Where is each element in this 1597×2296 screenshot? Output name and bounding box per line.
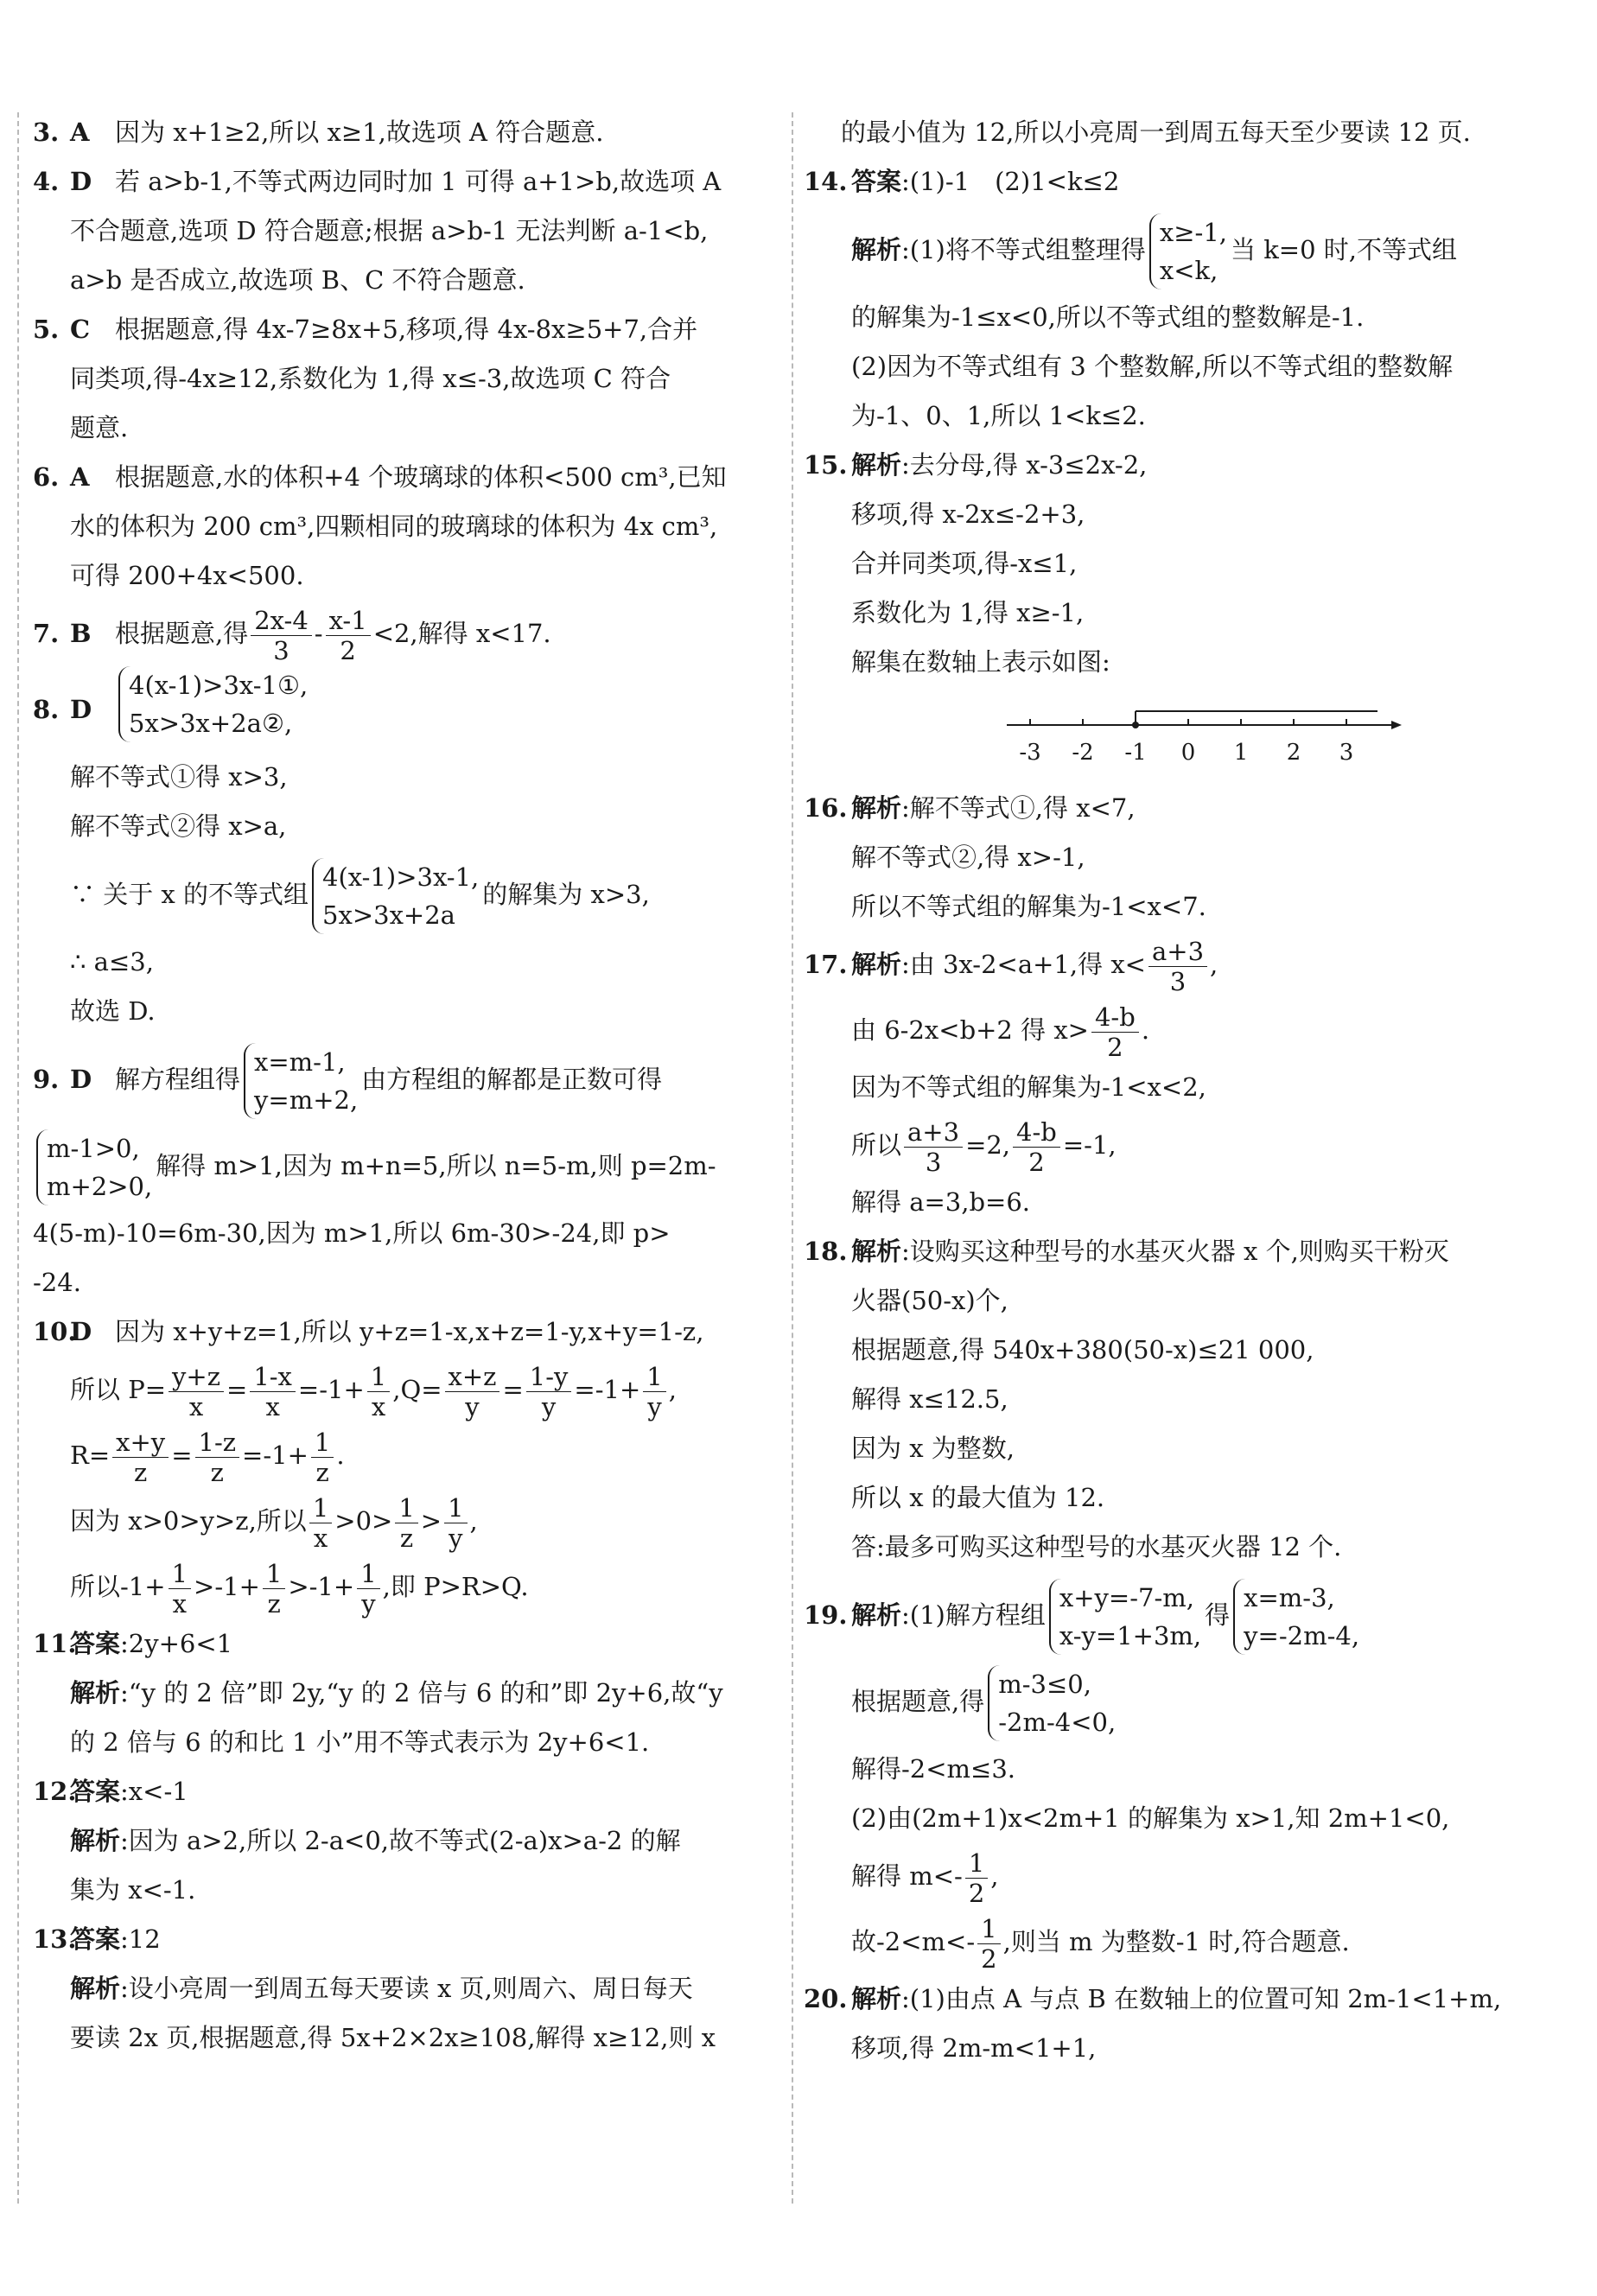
denominator: z — [315, 1457, 329, 1487]
system-line: x+y=-7-m, — [1059, 1583, 1194, 1612]
question-18 — [804, 1227, 1564, 1572]
numerator: a+3 — [904, 1117, 963, 1148]
numerator: 1 — [309, 1493, 332, 1523]
text: , — [668, 1375, 677, 1404]
fraction — [195, 1428, 240, 1487]
equation-system — [1049, 1579, 1201, 1655]
text: 解方程组得 — [115, 1065, 241, 1094]
explanation-line: (2)由(2m+1)x<2m+1 的解集为 x>1,知 2m+1<0, — [851, 1803, 1450, 1833]
explanation-line: 可得 200+4x<500. — [70, 561, 304, 590]
explanation-line: 合并同类项,得-x≤1, — [851, 549, 1078, 578]
analysis-label: 解析 — [851, 1600, 902, 1630]
column-divider — [792, 112, 793, 2204]
question-number: 7. — [33, 619, 60, 648]
question-16 — [804, 784, 1564, 932]
left-margin-rule — [17, 112, 19, 2204]
denominator: y — [361, 1588, 376, 1619]
explanation-line: 系数化为 1,得 x≥-1, — [851, 598, 1085, 627]
explanation-line: 故选 D. — [70, 996, 156, 1026]
tick-label: 0 — [1180, 740, 1196, 766]
numerator: x+y — [112, 1428, 169, 1458]
answer-text: :12 — [120, 1924, 161, 1954]
explanation-line: 火器(50-x)个, — [851, 1286, 1008, 1315]
question-number: 19. — [804, 1600, 848, 1630]
explanation-line: (2)因为不等式组有 3 个整数解,所以不等式组的整数解 — [851, 352, 1454, 381]
numerator: 1 — [357, 1559, 379, 1589]
denominator: z — [210, 1457, 224, 1487]
question-number: 6. — [33, 462, 60, 492]
text: =-1+ — [574, 1375, 641, 1404]
explanation-line: 解不等式②,得 x>-1, — [851, 843, 1085, 872]
text: =-1+ — [297, 1375, 365, 1404]
text: 解得 m<- — [851, 1861, 963, 1891]
text: :由 3x-2<a+1,得 x< — [901, 950, 1146, 979]
question-number: 12. — [33, 1777, 77, 1806]
tick-label: 3 — [1339, 740, 1354, 766]
denominator: y — [647, 1391, 662, 1421]
system-line: x=m-1, — [254, 1047, 346, 1077]
numerator: y+z — [169, 1362, 224, 1392]
inequality-system — [36, 1129, 152, 1205]
question-3 — [33, 108, 774, 157]
answer-choice: C — [70, 315, 91, 344]
system-line: 4(x-1)>3x-1, — [322, 862, 480, 892]
question-19 — [804, 1572, 1564, 1975]
left-column — [33, 108, 774, 2063]
answer-choice: D — [70, 167, 92, 196]
explanation-line: :解不等式①,得 x<7, — [901, 793, 1136, 823]
denominator: z — [267, 1588, 281, 1619]
analysis-label: 解析 — [70, 1826, 121, 1855]
question-13-continued: 的最小值为 12,所以小亮周一到周五每天至少要读 12 页. — [841, 118, 1471, 147]
formula-line — [33, 1357, 774, 1422]
fraction — [977, 1914, 1000, 1974]
explanation-line: 4(5-m)-10=6m-30,因为 m>1,所以 6m-30>-24,即 p> — [33, 1218, 671, 1248]
explanation-line: 解不等式②得 x>a, — [70, 811, 287, 841]
tick-label: 2 — [1286, 740, 1301, 766]
fraction — [169, 1559, 191, 1619]
text: >0> — [334, 1506, 393, 1536]
fraction — [445, 1362, 500, 1421]
explanation-line: -24. — [33, 1268, 81, 1297]
answer-label: 答案 — [70, 1777, 121, 1806]
explanation-line: 移项,得 2m-m<1+1, — [851, 2033, 1097, 2063]
numerator: 1 — [643, 1362, 665, 1392]
question-17 — [804, 932, 1564, 1227]
question-11 — [33, 1619, 774, 1767]
fraction — [309, 1493, 332, 1553]
numerator: 1 — [169, 1559, 191, 1589]
numerator: 1-z — [195, 1428, 240, 1458]
question-number: 18. — [804, 1237, 848, 1266]
system-line: m-1>0, — [47, 1134, 140, 1163]
fraction — [395, 1493, 417, 1553]
explanation-line: :“y 的 2 倍”即 2y,“y 的 2 倍与 6 的和”即 2y+6,故“y — [120, 1678, 723, 1708]
text: 根据题意,得 — [851, 1687, 985, 1716]
question-number: 17. — [804, 950, 848, 979]
denominator: 3 — [273, 635, 289, 665]
tick-label: -2 — [1072, 740, 1094, 766]
question-6 — [33, 453, 774, 601]
numerator: 1 — [444, 1493, 467, 1523]
denominator: 2 — [1107, 1032, 1123, 1062]
denominator: x — [172, 1588, 187, 1619]
fraction — [326, 606, 371, 665]
analysis-label: 解析 — [851, 235, 902, 264]
inequality-system — [1149, 213, 1227, 289]
inequality-system — [312, 858, 479, 934]
explanation-line: 的 2 倍与 6 的和比 1 小”用不等式表示为 2y+6<1. — [70, 1727, 650, 1757]
system-line: 5x>3x+2a — [322, 900, 455, 930]
fraction — [357, 1559, 379, 1619]
explanation-line: 解得-2<m≤3. — [851, 1754, 1016, 1784]
question-number: 5. — [33, 315, 60, 344]
numerator: 1-y — [526, 1362, 572, 1392]
system-line: x-y=1+3m, — [1059, 1621, 1202, 1650]
text: 由 6-2x<b+2 得 x> — [851, 1015, 1089, 1045]
denominator: 3 — [925, 1147, 942, 1177]
right-column — [804, 108, 1564, 2073]
tick-label: -3 — [1019, 740, 1041, 766]
question-number: 20. — [804, 1984, 848, 2013]
system-line: y=m+2, — [254, 1085, 359, 1115]
denominator: z — [399, 1523, 414, 1553]
fraction — [643, 1362, 665, 1421]
system-line: m+2>0, — [47, 1172, 153, 1201]
denominator: 2 — [340, 635, 356, 665]
answer-text: :x<-1 — [120, 1777, 188, 1806]
text: 所以 P= — [70, 1375, 167, 1404]
question-number: 4. — [33, 167, 60, 196]
question-10 — [33, 1307, 774, 1619]
question-number: 11. — [33, 1629, 77, 1658]
explanation-line: a>b 是否成立,故选项 B、C 不符合题意. — [70, 265, 525, 295]
analysis-label: 解析 — [70, 1678, 121, 1708]
tick-label: -1 — [1124, 740, 1147, 766]
formula-line — [33, 1422, 774, 1488]
explanation-line: :设购买这种型号的水基灭火器 x 个,则购买干粉灭 — [901, 1237, 1449, 1266]
explanation-line: 题意. — [70, 413, 129, 442]
question-4 — [33, 157, 774, 305]
answer-choice: A — [70, 462, 90, 492]
denominator: x — [265, 1391, 280, 1421]
explanation-line: 解得 a=3,b=6. — [851, 1187, 1031, 1217]
question-8 — [33, 666, 774, 1036]
text: . — [336, 1441, 345, 1470]
numerator: 4-b — [1091, 1002, 1139, 1033]
denominator: z — [134, 1457, 148, 1487]
explanation-line: :设小亮周一到周五每天要读 x 页,则周六、周日每天 — [120, 1974, 693, 2003]
text: = — [226, 1375, 248, 1404]
answer-choice: D — [70, 1317, 92, 1346]
explanation-line: 同类项,得-4x≥12,系数化为 1,得 x≤-3,故选项 C 符合 — [70, 364, 671, 393]
question-number: 15. — [804, 450, 848, 480]
denominator: y — [449, 1523, 463, 1553]
fraction — [1148, 937, 1207, 996]
text: 所以-1+ — [70, 1572, 166, 1601]
analysis-label: 解析 — [851, 793, 902, 823]
denominator: 2 — [968, 1878, 985, 1908]
question-15 — [804, 441, 1564, 779]
fraction — [1013, 1117, 1060, 1177]
numerator: 1 — [395, 1493, 417, 1523]
explanation-line: 因为 x 为整数, — [851, 1434, 1015, 1463]
text: ,即 P>R>Q. — [382, 1572, 529, 1601]
explanation-line: 因为 x+y+z=1,所以 y+z=1-x,x+z=1-y,x+y=1-z, — [115, 1317, 704, 1346]
question-14 — [804, 157, 1564, 441]
number-line-svg — [804, 692, 1564, 779]
system-line: 5x>3x+2a②, — [129, 709, 293, 738]
analysis-label: 解析 — [851, 1984, 902, 2013]
numerator: x+z — [445, 1362, 500, 1392]
answer-choice: B — [70, 619, 92, 648]
explanation-line: 根据题意,得 540x+380(50-x)≤21 000, — [851, 1335, 1314, 1364]
text: <2,解得 x<17. — [372, 619, 551, 648]
inequality-system — [988, 1665, 1116, 1741]
text: 当 k=0 时,不等式组 — [1231, 235, 1457, 264]
text: , — [990, 1861, 999, 1891]
denominator: 3 — [1169, 966, 1187, 996]
explanation-line: 解不等式①得 x>3, — [70, 762, 288, 792]
formula-line — [33, 1554, 774, 1619]
answer-label: 答案 — [70, 1629, 121, 1658]
number-line — [804, 692, 1564, 779]
numerator: a+3 — [1148, 937, 1207, 967]
numerator: 1 — [367, 1362, 390, 1392]
text: 所以 — [851, 1130, 902, 1160]
analysis-label: 解析 — [851, 1237, 902, 1266]
fraction — [112, 1428, 169, 1487]
text: ,Q= — [392, 1375, 442, 1404]
numerator: 1 — [965, 1848, 988, 1879]
fraction — [526, 1362, 572, 1421]
answer-label: 答案 — [851, 167, 902, 196]
numerator: 4-b — [1013, 1117, 1060, 1148]
explanation-line: 解得 x≤12.5, — [851, 1384, 1008, 1414]
question-number: 10. — [33, 1317, 77, 1346]
text: > — [420, 1506, 442, 1536]
fraction — [251, 606, 312, 665]
explanation-line: 为-1、0、1,所以 1<k≤2. — [851, 401, 1146, 430]
system-line: m-3≤0, — [998, 1670, 1091, 1699]
denominator: y — [541, 1391, 557, 1421]
denominator: x — [188, 1391, 204, 1421]
explanation-line: 所以 x 的最大值为 12. — [851, 1483, 1105, 1512]
system-line: 4(x-1)>3x-1①, — [129, 671, 309, 700]
question-number: 3. — [33, 118, 60, 147]
fraction — [965, 1848, 988, 1908]
explanation-line: 所以不等式组的解集为-1<x<7. — [851, 892, 1206, 921]
text: 由方程组的解都是正数可得 — [361, 1065, 663, 1094]
equation-system — [244, 1043, 358, 1119]
formula-line — [33, 1488, 774, 1554]
text: :(1)将不等式组整理得 — [901, 235, 1146, 264]
fraction — [444, 1493, 467, 1553]
question-number: 16. — [804, 793, 848, 823]
inequality-system — [118, 666, 308, 742]
text: 根据题意,得 — [115, 619, 249, 648]
numerator: 2x-4 — [251, 606, 312, 636]
explanation-text: 因为 x+1≥2,所以 x≥1,故选项 A 符合题意. — [115, 118, 604, 147]
explanation-line: 集为 x<-1. — [70, 1875, 196, 1905]
fraction — [169, 1362, 224, 1421]
explanation-line: 的解集为-1≤x<0,所以不等式组的整数解是-1. — [851, 302, 1365, 332]
answer-choice: D — [70, 1065, 92, 1094]
denominator: 2 — [1028, 1147, 1045, 1177]
fraction — [250, 1362, 296, 1421]
explanation-line: 若 a>b-1,不等式两边同时加 1 可得 a+1>b,故选项 A — [115, 167, 722, 196]
explanation-line: 不合题意,选项 D 符合题意;根据 a>b-1 无法判断 a-1<b, — [70, 216, 709, 245]
denominator: x — [313, 1523, 328, 1553]
numerator: 1 — [311, 1428, 334, 1458]
numerator: 1-x — [250, 1362, 296, 1392]
text: = — [502, 1375, 524, 1404]
text: - — [314, 619, 323, 648]
explanation-line: :(1)由点 A 与点 B 在数轴上的位置可知 2m-1<1+m, — [901, 1984, 1502, 2013]
text: . — [1141, 1015, 1150, 1045]
text: 得 — [1205, 1600, 1231, 1630]
explanation-line: 解集在数轴上表示如图: — [851, 647, 1110, 677]
explanation-line: 根据题意,得 4x-7≥8x+5,移项,得 4x-8x≥5+7,合并 — [115, 315, 698, 344]
question-20 — [804, 1975, 1564, 2073]
system-line: x<k, — [1159, 256, 1218, 285]
question-12 — [33, 1767, 774, 1915]
explanation-line: ∴ a≤3, — [70, 947, 154, 976]
question-number: 14. — [804, 167, 848, 196]
explanation-line: 水的体积为 200 cm³,四颗相同的玻璃球的体积为 4x cm³, — [70, 512, 718, 541]
text: >-1+ — [194, 1572, 260, 1601]
text: ,则当 m 为整数-1 时,符合题意. — [1002, 1927, 1350, 1956]
fraction — [263, 1559, 285, 1619]
explanation-line: 答:最多可购买这种型号的水基灭火器 12 个. — [851, 1532, 1342, 1561]
denominator: y — [465, 1391, 480, 1421]
answer-text: :2y+6<1 — [120, 1629, 233, 1658]
fraction — [367, 1362, 390, 1421]
answer-text: :(1)-1 (2)1<k≤2 — [901, 167, 1120, 196]
answer-label: 答案 — [70, 1924, 121, 1954]
fraction — [311, 1428, 334, 1487]
analysis-label: 解析 — [851, 950, 902, 979]
explanation-line: 要读 2x 页,根据题意,得 5x+2×2x≥108,解得 x≥12,则 x — [70, 2023, 716, 2052]
text: = — [171, 1441, 193, 1470]
explanation-line: 移项,得 x-2x≤-2+3, — [851, 499, 1085, 529]
numerator: 1 — [263, 1559, 285, 1589]
explanation-line: 解得 m>1,因为 m+n=5,所以 n=5-m,则 p=2m- — [156, 1151, 716, 1180]
explanation-line: 根据题意,水的体积+4 个玻璃球的体积<500 cm³,已知 — [115, 462, 727, 492]
numerator: 1 — [977, 1914, 1000, 1944]
denominator: x — [371, 1391, 386, 1421]
text: :(1)解方程组 — [901, 1600, 1046, 1630]
analysis-label: 解析 — [70, 1974, 121, 2003]
explanation-line: 因为不等式组的解集为-1<x<2, — [851, 1072, 1206, 1102]
text: , — [469, 1506, 478, 1536]
text: >-1+ — [288, 1572, 355, 1601]
text: 的解集为 x>3, — [482, 880, 650, 909]
fraction — [1091, 1002, 1139, 1062]
question-number: 8. — [33, 695, 60, 724]
question-number: 13. — [33, 1924, 77, 1954]
equation-system — [1233, 1579, 1359, 1655]
question-9 — [33, 1036, 774, 1307]
analysis-label: 解析 — [851, 450, 902, 480]
question-number: 9. — [33, 1065, 60, 1094]
text: =2, — [965, 1130, 1011, 1160]
text: 故-2<m<- — [851, 1927, 976, 1956]
system-line: y=-2m-4, — [1244, 1621, 1360, 1650]
answer-choice: D — [70, 695, 92, 724]
answer-choice: A — [70, 118, 90, 147]
text: , — [1210, 950, 1218, 979]
question-7 — [33, 601, 774, 666]
question-5 — [33, 305, 774, 453]
text: R= — [70, 1441, 111, 1470]
system-line: -2m-4<0, — [998, 1708, 1117, 1737]
explanation-line: :去分母,得 x-3≤2x-2, — [901, 450, 1148, 480]
text: 因为 x>0>y>z,所以 — [70, 1506, 307, 1536]
denominator: 2 — [981, 1943, 997, 1974]
question-13 — [33, 1915, 774, 2063]
system-line: x=m-3, — [1244, 1583, 1335, 1612]
axis-arrow-icon — [1391, 721, 1402, 729]
text: ∵ 关于 x 的不等式组 — [70, 880, 309, 909]
text: =-1, — [1062, 1130, 1117, 1160]
explanation-line: :因为 a>2,所以 2-a<0,故不等式(2-a)x>a-2 的解 — [120, 1826, 681, 1855]
numerator: x-1 — [326, 606, 371, 636]
text: =-1+ — [242, 1441, 309, 1470]
tick-label: 1 — [1233, 740, 1249, 766]
system-line: x≥-1, — [1159, 218, 1227, 247]
fraction — [904, 1117, 963, 1177]
